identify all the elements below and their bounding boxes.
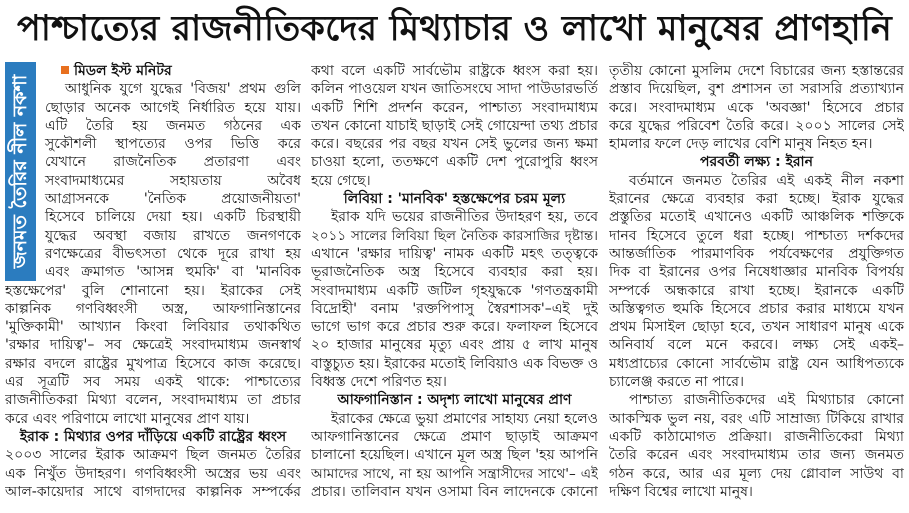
article-line: করে যুদ্ধের পরিবেশ তৈরি করে। ২০০১ সালের সেই: [609, 117, 904, 134]
byline: [61, 62, 301, 80]
article-line: এক নিখুঁত উদাহরণ। গণবিধ্বংসী অস্ত্রের ভয় এবং: [5, 465, 301, 482]
article-line: আন্তর্জাতিক পারমাণবিক পর্যবেক্ষণের প্রযুক্তিগত: [609, 245, 904, 262]
subheading-iraq: ইরাক : মিথ্যার ওপর দাঁড়িয়ে একটি রাষ্ট্রের ধ্বংস: [19, 428, 287, 445]
article-line: গঠন করে, আর এর মূল্য দেয় গ্লোবাল সাউথ বা: [609, 465, 904, 482]
article-line: রক্ষার বদলে রাষ্ট্রের মুখপাত্র হিসেবে কাজ করেছে।: [5, 355, 301, 372]
article-line: হিসেবে চালিয়ে দেয়া হয়। একটি চিরস্থায়ী: [45, 209, 301, 226]
article-line: চাওয়া হলো, ততক্ষণে একটি দেশ পুরোপুরি ধ্বংস: [311, 154, 598, 171]
article-line: মধ্যপ্রাচ্যের কোনো সার্বভৌম রাষ্ট্র যেন আধিপত্যকে: [609, 355, 904, 372]
article-line: কাল্পনিক গণবিধ্বংসী অস্ত্র, আফগানিস্তানের: [5, 300, 301, 317]
subheading-iran: পরবর্তী লক্ষ্য : ইরান: [700, 154, 813, 171]
article-line: রণক্ষেত্রের বীভৎসতা থেকে দূরে রাখা হয়: [45, 245, 301, 262]
article-line: পাশ্চাত্য রাজনীতিকদের এই মিথ্যাচার কোনো: [629, 392, 904, 409]
article-line: এখানে 'রক্ষার দায়িত্ব' নামক একটি মহৎ তত্ত্বকে: [311, 245, 598, 262]
article-line: প্রথম মিসাইল ছোড়া হবে, তখন সাধারণ মানুষ একে: [609, 319, 904, 336]
article-line: তৈরি করেন এবং সংবাদমাধ্যম তার জন্য জনমত: [609, 447, 904, 464]
article-line: ভূরাজনৈতিক অস্ত্র হিসেবে ব্যবহার করা হয়।: [311, 264, 598, 281]
article-line: করে। সংবাদমাধ্যম একে 'অবজ্ঞা' হিসেবে প্রচার: [609, 99, 904, 116]
article-line: যেখানে রাজনৈতিক প্রতারণা এবং: [45, 154, 301, 171]
sidebar-label: জনমত তৈরির নীল নকশা: [9, 74, 31, 269]
article-line: অস্তিত্বগত হুমকি হিসেবে প্রচার করার মাধ্যমে যখন: [609, 300, 904, 317]
article-line: তখন কোনো যাচাই ছাড়াই সেই গোয়েন্দা তথ্য প্রচার: [311, 117, 598, 134]
article-line: বিদ্রোহী' বনাম 'রক্তপিপাসু স্বৈরশাসক'–এই দুই: [311, 300, 598, 317]
column-1: [5, 62, 301, 503]
article-line: সুকৌশলী স্থাপত্যের ওপর ভিত্তি করে: [45, 136, 301, 153]
headline: পাশ্চাত্যের রাজনীতিকদের মিথ্যাচার ও লাখো মানুষের প্রাণহানি: [17, 9, 892, 49]
article-line: যুদ্ধের অবস্থা বজায় রাখতে জনগণকে: [45, 227, 301, 244]
article-line: ইরাক যদি ভয়ের রাজনীতির উদাহরণ হয়, তবে: [331, 209, 598, 226]
article-line: হামলার ফলে দেড় লাখের বেশি মানুষ নিহত হন।: [609, 136, 873, 153]
article-line: ২০১১ সালের লিবিয়া ছিল নৈতিক কারসাজির দৃষ্টান্ত।: [311, 227, 598, 244]
article-line: ভাগে ভাগ করে প্রচার শুরু করে। ফলাফল হিসেবে: [311, 319, 598, 336]
article-line: বিধ্বস্ত দেশে পরিণত হয়।: [311, 374, 447, 391]
article-line: এর সূত্রটি সব সময় একই থাকে: পাশ্চাত্যের: [5, 374, 301, 391]
article-line: ২০ হাজার মানুষের মৃত্যু এবং প্রায় ৫ লাখ মানুষ: [311, 337, 598, 354]
article-line: চালানো হয়েছিল। এখানে মূল অস্ত্র ছিল 'হয় আপনি: [311, 447, 598, 464]
column-2: [311, 62, 598, 503]
article-line: করে। বছরের পর বছর যখন সেই ভুলের জন্য ক্ষমা: [311, 136, 598, 153]
article-line: ছোড়ার অনেক আগেই নির্ধারিত হয়ে যায়।: [45, 99, 301, 116]
article-line: কলিন পাওয়েল যখন জাতিসংঘে সাদা পাউডারভর্তি: [311, 81, 598, 98]
article-line: দক্ষিণ বিশ্বের লাখো মানুষ।: [609, 483, 753, 500]
article-line: ইরাকের ক্ষেত্রে ভুয়া প্রমাণের সাহায্য নেয়া হলেও: [331, 410, 598, 427]
square-bullet-icon: [61, 66, 69, 74]
article-line: আল-কায়েদার সাথে বাগদাদের কাল্পনিক সম্পর্কের: [5, 483, 301, 500]
article-line: অনিবার্য বলে মনে করবে। লক্ষ্য সেই একই–: [609, 337, 904, 354]
article-line: প্রস্তাব দিয়েছিল, বুশ প্রশাসন তা সরাসরি প্রত্যাখ্যান: [609, 81, 904, 98]
article-line: হয়ে গেছে।: [311, 172, 371, 189]
article-line: আধুনিক যুগে যুদ্ধের 'বিজয়' প্রথম গুলি: [65, 81, 301, 98]
article-line: কথা বলে একটি সার্বভৌম রাষ্ট্রকে ধ্বংস করা হয়।: [311, 63, 598, 79]
article-line: দানব হিসেবে তুলে ধরা হচ্ছে। পাশ্চাত্য দর্শকদের: [609, 227, 904, 244]
article-line: চ্যালেঞ্জ করতে না পারে।: [609, 374, 744, 391]
article-line: হস্তক্ষেপের' বুলি শোনানো হয়। ইরাকের সেই: [5, 282, 301, 299]
subheading-afghanistan: আফগানিস্তান : অদৃশ্য লাখো মানুষের প্রাণ: [337, 392, 572, 409]
article-line: রাজনীতিকরা মিথ্যা বলেন, সংবাদমাধ্যম তা প্রচার: [5, 392, 301, 409]
article-line: এটি তৈরি হয় জনমত গঠনের এক: [45, 117, 301, 134]
article-line: বাস্তুচ্যুত হয়। ইরাকের মতোই লিবিয়াও এক বিভক্ত ও: [311, 355, 598, 372]
article-line: প্রচার। তালিবান যখন ওসামা বিন লাদেনকে কোনো: [311, 483, 598, 500]
article-line: আগ্রাসনকে 'নৈতিক প্রয়োজনীয়তা': [45, 191, 301, 208]
article-line: 'মুক্তিকামী' আখ্যান কিংবা লিবিয়ার তথাকথিত: [5, 319, 301, 336]
article-line: বর্তমানে জনমত তৈরির এই একই নীল নকশা: [629, 172, 904, 189]
article-line: একটি শিশি প্রদর্শন করেন, পাশ্চাত্য সংবাদমাধ্যম: [311, 99, 598, 116]
subheading-libya: লিবিয়া : 'মানবিক' হস্তক্ষেপের চরম মূল্য: [343, 191, 566, 208]
article-line: তৃতীয় কোনো মুসলিম দেশে বিচারের জন্য হস্তান্তরের: [609, 63, 904, 79]
article-line: আমাদের সাথে, না হয় আপনি সন্ত্রাসীদের সাথে'– এই: [311, 465, 598, 482]
article-line: ২০০৩ সালের ইরাক আক্রমণ ছিল জনমত তৈরির: [5, 447, 301, 464]
article-line: ইরানের ক্ষেত্রে ব্যবহার করা হচ্ছে। ইরাক যুদ্ধের: [609, 191, 904, 208]
article-line: আফগানিস্তানের ক্ষেত্রে প্রমাণ ছাড়াই আক্রমণ: [311, 428, 598, 445]
article-line: এবং ক্রমাগত 'আসন্ন হুমকি' বা 'মানবিক: [45, 264, 301, 281]
column-3: [609, 62, 904, 503]
article-line: সংবাদমাধ্যম একটি জটিল গৃহযুদ্ধকে 'গণতন্ত্রকামী: [311, 282, 598, 299]
article-line: সংবাদমাধ্যমের সহায়তায় অবৈধ: [45, 172, 301, 189]
article-line: আকস্মিক ভুল নয়, বরং এটি সাম্রাজ্য টিকিয়ে রাখার: [609, 410, 904, 427]
article-line: 'রক্ষার দায়িত্ব'– সব ক্ষেত্রেই সংবাদমাধ্যম জনস্বার্থ: [5, 337, 301, 354]
article-line: একটি কাঠামোগত প্রক্রিয়া। রাজনীতিকেরা মিথ্যা: [609, 428, 904, 445]
article-line: প্রস্তুতির মতোই এখানেও একটি আঞ্চলিক শক্তিকে: [609, 209, 904, 226]
article-line: সম্পর্কে অন্ধকারে রাখা হচ্ছে। ইরানকে একটি: [609, 282, 904, 299]
article-line: দিক বা ইরানের ওপর নিষেধাজ্ঞার মানবিক বিপর্যয়: [609, 264, 904, 281]
headline-container: [0, 2, 909, 56]
article-line: করে এবং পরিণামে লাখো মানুষের প্রাণ যায়।: [5, 410, 250, 427]
byline-text: মিডল ইস্ট মনিটর: [74, 63, 172, 79]
